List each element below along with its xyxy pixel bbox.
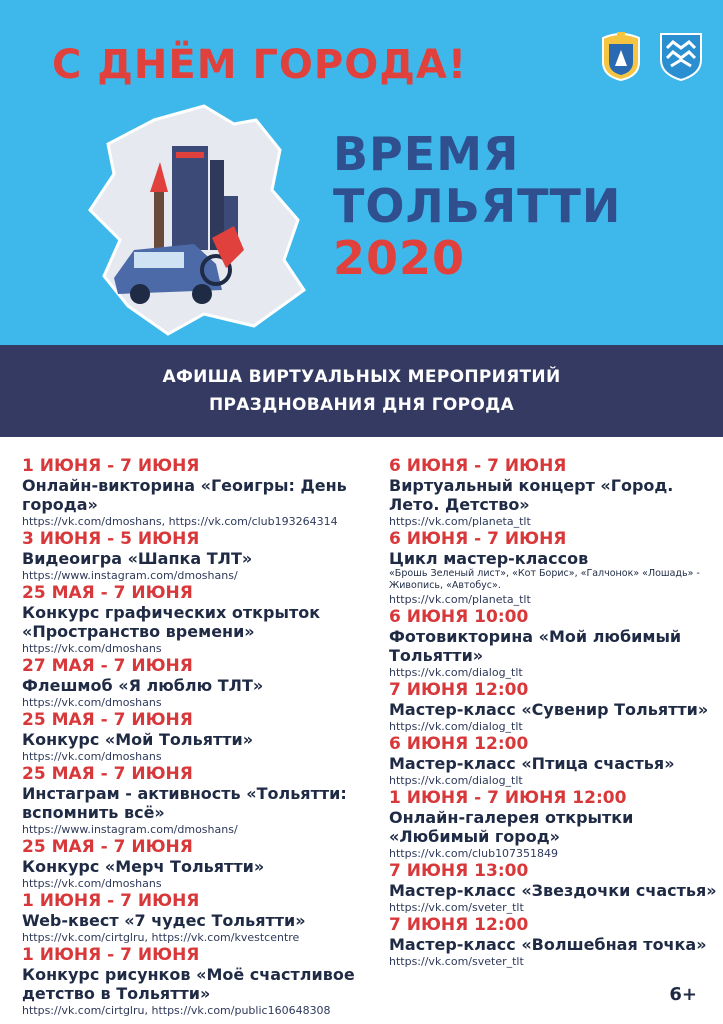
event-link[interactable]: https://vk.com/dialog_tlt <box>389 774 523 787</box>
event-item <box>22 529 377 583</box>
event-item <box>22 945 377 1018</box>
age-rating-badge: 6+ <box>669 984 697 1005</box>
event-item <box>389 680 719 734</box>
event-title: Инстаграм - активность «Тольятти: вспомнить всё» <box>22 784 347 822</box>
event-title: Конкурс рисунков «Моё счастливое детство в Тольятти» <box>22 965 355 1003</box>
logos <box>595 26 707 82</box>
event-date: 25 МАЯ - 7 ИЮНЯ <box>22 764 193 784</box>
event-title: Флешмоб «Я люблю ТЛТ» <box>22 676 264 695</box>
event-title: Виртуальный концерт «Город. Лето. Детство» <box>389 476 674 514</box>
event-title: Конкурс «Мой Тольятти» <box>22 730 254 749</box>
event-item <box>389 788 719 861</box>
event-link[interactable]: https://vk.com/dmoshans <box>22 696 162 709</box>
event-item <box>389 607 719 680</box>
event-title: Цикл мастер-классов <box>389 549 589 568</box>
event-link[interactable]: https://vk.com/planeta_tlt <box>389 593 531 606</box>
event-link[interactable]: https://www.instagram.com/dmoshans/ <box>22 569 238 582</box>
event-item <box>22 456 377 529</box>
event-title: Фотовикторина «Мой любимый Тольятти» <box>389 627 682 665</box>
event-headline <box>333 128 621 284</box>
banner-line-1: АФИША ВИРТУАЛЬНЫХ МЕРОПРИЯТИЙ <box>162 367 561 387</box>
event-note: «Брошь Зеленый лист», «Кот Борис», «Галчонок» «Лошадь» - Живопись, «Автобус». <box>389 568 700 591</box>
event-link[interactable]: https://vk.com/dialog_tlt <box>389 666 523 679</box>
event-title: Мастер-класс «Звездочки счастья» <box>389 881 717 900</box>
event-date: 25 МАЯ - 7 ИЮНЯ <box>22 583 193 603</box>
banner-line-2: ПРАЗДНОВАНИЯ ДНЯ ГОРОДА <box>208 395 515 415</box>
event-link[interactable]: https://vk.com/cirtglru, https://vk.com/kvestcentre <box>22 931 300 944</box>
headline-line-2: ТОЛЬЯТТИ <box>333 179 622 233</box>
event-title: Мастер-класс «Сувенир Тольятти» <box>389 700 709 719</box>
event-date: 6 ИЮНЯ 12:00 <box>389 734 529 754</box>
event-link[interactable]: https://www.instagram.com/dmoshans/ <box>22 823 238 836</box>
event-item <box>22 710 377 764</box>
event-link[interactable]: https://vk.com/dialog_tlt <box>389 720 523 733</box>
program-banner <box>0 345 723 437</box>
event-title: Онлайн-галерея открытки «Любимый город» <box>389 808 634 846</box>
event-title: Видеоигра «Шапка ТЛТ» <box>22 549 253 568</box>
event-item <box>389 915 719 969</box>
event-title: Мастер-класс «Волшебная точка» <box>389 935 707 954</box>
samara-region-emblem-icon <box>595 26 647 82</box>
event-date: 7 ИЮНЯ 13:00 <box>389 861 529 881</box>
event-item <box>389 861 719 915</box>
event-title: Конкурс графических открыток «Пространство времени» <box>22 603 321 641</box>
event-item <box>22 583 377 656</box>
event-link[interactable]: https://vk.com/cirtglru, https://vk.com/public160648308 <box>22 1004 331 1017</box>
headline-year: 2020 <box>333 231 466 285</box>
events-right-column <box>389 456 719 969</box>
event-date: 1 ИЮНЯ - 7 ИЮНЯ <box>22 945 200 965</box>
event-date: 6 ИЮНЯ - 7 ИЮНЯ <box>389 456 567 476</box>
event-item <box>389 529 719 607</box>
headline-line-1: ВРЕМЯ <box>333 127 520 181</box>
event-link[interactable]: https://vk.com/sveter_tlt <box>389 901 524 914</box>
event-date: 27 МАЯ - 7 ИЮНЯ <box>22 656 193 676</box>
event-date: 7 ИЮНЯ 12:00 <box>389 680 529 700</box>
event-link[interactable]: https://vk.com/dmoshans <box>22 642 162 655</box>
event-item <box>389 456 719 529</box>
event-date: 1 ИЮНЯ - 7 ИЮНЯ <box>22 456 200 476</box>
events-left-column <box>22 456 377 1018</box>
event-date: 25 МАЯ - 7 ИЮНЯ <box>22 837 193 857</box>
event-date: 6 ИЮНЯ 10:00 <box>389 607 529 627</box>
event-title: Мастер-класс «Птица счастья» <box>389 754 675 773</box>
event-item <box>22 764 377 837</box>
event-title: Web-квест «7 чудес Тольятти» <box>22 911 306 930</box>
event-title: Онлайн-викторина «Геоигры: День города» <box>22 476 347 514</box>
event-date: 25 МАЯ - 7 ИЮНЯ <box>22 710 193 730</box>
togliatti-emblem-icon <box>655 26 707 82</box>
event-date: 7 ИЮНЯ 12:00 <box>389 915 529 935</box>
event-item <box>22 656 377 710</box>
event-date: 1 ИЮНЯ - 7 ИЮНЯ 12:00 <box>389 788 627 808</box>
event-link[interactable]: https://vk.com/dmoshans <box>22 750 162 763</box>
region-map-illustration <box>84 100 320 340</box>
event-link[interactable]: https://vk.com/sveter_tlt <box>389 955 524 968</box>
event-link[interactable]: https://vk.com/dmoshans <box>22 877 162 890</box>
event-item <box>22 891 377 945</box>
event-link[interactable]: https://vk.com/planeta_tlt <box>389 515 531 528</box>
event-link[interactable]: https://vk.com/club107351849 <box>389 847 559 860</box>
greeting-title: С ДНЁМ ГОРОДА! <box>52 42 468 88</box>
event-link[interactable]: https://vk.com/dmoshans, https://vk.com/club193264314 <box>22 515 338 528</box>
event-item <box>389 734 719 788</box>
event-date: 1 ИЮНЯ - 7 ИЮНЯ <box>22 891 200 911</box>
event-date: 6 ИЮНЯ - 7 ИЮНЯ <box>389 529 567 549</box>
event-date: 3 ИЮНЯ - 5 ИЮНЯ <box>22 529 200 549</box>
hero-banner <box>0 0 723 345</box>
event-item <box>22 837 377 891</box>
event-title: Конкурс «Мерч Тольятти» <box>22 857 265 876</box>
